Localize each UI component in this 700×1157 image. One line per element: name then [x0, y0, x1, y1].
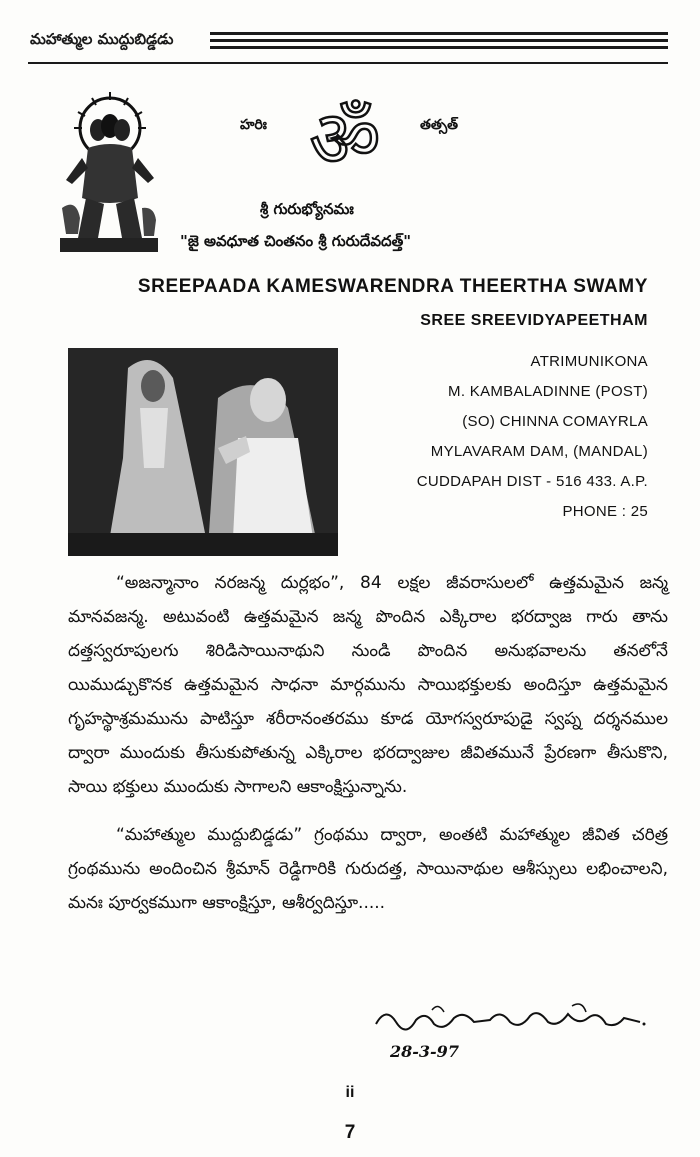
- salute-tatsat: తత్సత్: [420, 117, 459, 133]
- svg-text:ॐ: ॐ: [309, 95, 381, 182]
- salute-hari: హరిః: [240, 117, 267, 133]
- signature-date: 28-3-97: [390, 1042, 459, 1061]
- running-head: మహాత్ముల ముద్దుబిడ్డడు: [30, 30, 174, 48]
- swamy-name: SREEPAADA KAMESWARENDRA THEERTHA SWAMY: [137, 276, 648, 297]
- message-body: [68, 566, 668, 934]
- page-number: 7: [344, 1122, 356, 1143]
- address-line: ATRIMUNIKONA: [530, 353, 648, 370]
- phone-line: PHONE : 25: [562, 503, 648, 520]
- address-line: CUDDAPAH DIST - 516 433. A.P.: [416, 473, 648, 490]
- address-block: [417, 347, 648, 527]
- address-line: MYLAVARAM DAM, (MANDAL): [430, 443, 648, 460]
- body-paragraph: “మహాత్ముల ముద్దుబిడ్డడు” గ్రంథము ద్వారా, అంతటి మహాత్ముల జీవిత చరిత్ర గ్రంథమును అందించిన శ్రీమాన్ రెడ్డిగారికి గురుదత్త, సాయినాథుల ఆశీస్సులు లభించాలని, మనః పూర్వకముగా ఆకాంక్షిస్తూ, ఆశీర్వదిస్తూ.....: [68, 825, 668, 913]
- header-rules: [210, 32, 668, 60]
- roman-page-number: ii: [345, 1084, 355, 1101]
- body-paragraph: “అజన్మానాం నరజన్మ దుర్లభం”, 84 లక్షల జీవరాసులలో ఉత్తమమైన జన్మ మానవజన్మ. అటువంటి ఉత్తమమైన జన్మ పొందిన ఎక్కిరాల భరద్వాజ గారు తాను దత్తస్వరూపులగు శిరిడిసాయినాథుని నుండి పొందిన అనుభవాలను తనలోనే యిముడ్చుకొనక ఉత్తమమైన సాధనా మార్గమును సాయిభక్తులకు అందిస్తూ ఉత్తమమైన గృహస్థాశ్రమమును పాటిస్తూ శరీరానంతరము కూడ యోగస్వరూపుడై స్వప్న దర్శనముల ద్వారా ముందుకు తీసుకుపోతున్న ఎక్కిరాల భరద్వాజుల జీవితమునే ప్రేరణగా తీసుకొని, సాయి భక్తులు ముందుకు సాగాలని ఆకాంక్షిస్తున్నాను.: [68, 573, 668, 797]
- swamy-photograph: [68, 348, 338, 556]
- dattatreya-illustration: [58, 88, 160, 258]
- om-symbol: [300, 92, 390, 182]
- avadhoota-mantra: "జై అవధూత చింతనం శ్రీ గురుదేవదత్త్": [180, 232, 412, 250]
- guru-invocation: శ్రీ గురుభ్యోనమః: [260, 200, 354, 218]
- address-line: (SO) CHINNA COMAYRLA: [462, 413, 648, 430]
- peetham-name: SREE SREEVIDYAPEETHAM: [420, 312, 648, 329]
- handwritten-signature: [372, 998, 652, 1042]
- address-line: M. KAMBALADINNE (POST): [448, 383, 648, 400]
- header-divider: [28, 62, 668, 64]
